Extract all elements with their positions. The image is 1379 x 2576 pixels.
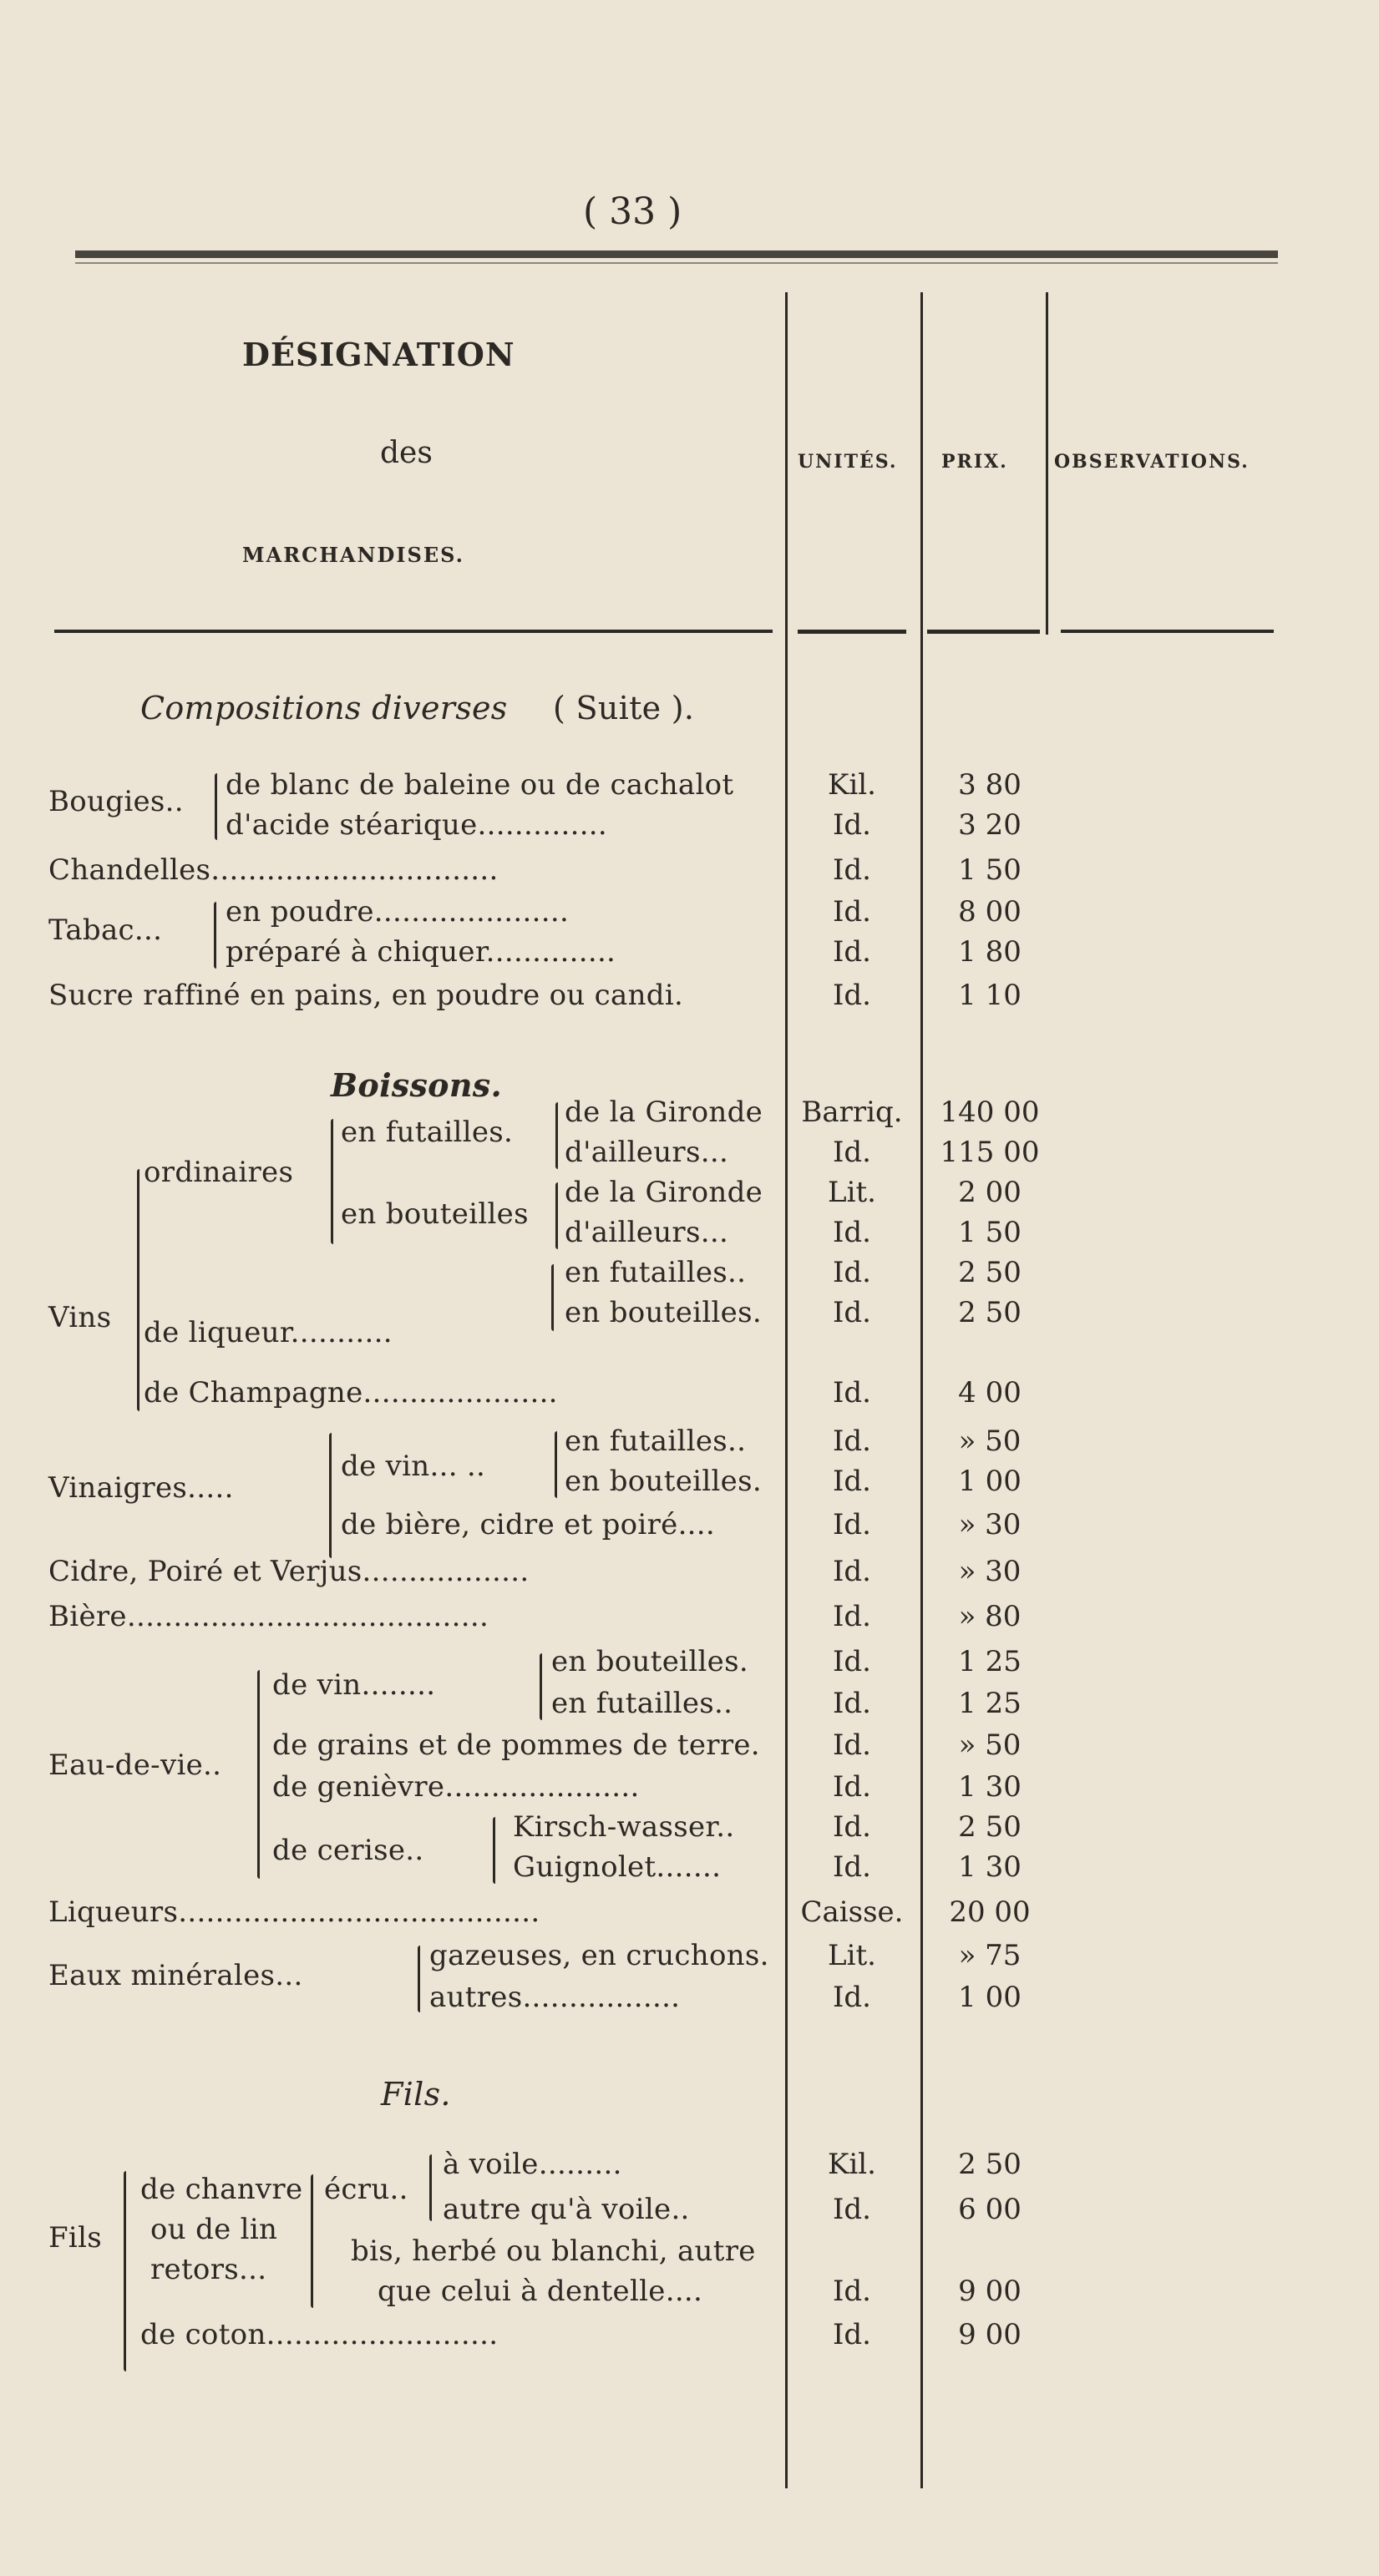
column-rule-3 bbox=[1046, 292, 1048, 635]
unit-cell: Kil. bbox=[828, 768, 876, 802]
header-rule-4 bbox=[1061, 630, 1274, 633]
unit-cell: Id. bbox=[832, 895, 871, 929]
brace-ecru bbox=[429, 2154, 432, 2221]
price-cell: » 30 bbox=[958, 1555, 1022, 1588]
price-cell: 2 50 bbox=[958, 1810, 1022, 1844]
price-cell: 20 00 bbox=[949, 1895, 1031, 1929]
label-vinaigres-de-vin: de vin... .. bbox=[341, 1450, 486, 1483]
label-bougies-b: d'acide stéarique.............. bbox=[226, 808, 608, 842]
price-cell: 140 00 bbox=[940, 1096, 1040, 1129]
price-cell: 1 00 bbox=[958, 1981, 1022, 2014]
label-eaux-minerales: Eaux minérales... bbox=[48, 1959, 303, 1992]
label-cidre: Cidre, Poiré et Verjus.................. bbox=[48, 1555, 530, 1588]
unit-cell: Id. bbox=[832, 2193, 871, 2226]
label-edv-cerise: de cerise.. bbox=[272, 1834, 424, 1867]
price-cell: 2 50 bbox=[958, 2148, 1022, 2181]
brace-vins bbox=[137, 1169, 139, 1411]
label-gironde-2: de la Gironde bbox=[565, 1176, 763, 1209]
brace-edv-vin bbox=[540, 1653, 542, 1720]
label-coton: de coton......................... bbox=[140, 2318, 499, 2351]
unit-cell: Id. bbox=[832, 1136, 871, 1169]
label-tabac: Tabac... bbox=[48, 913, 163, 947]
price-cell: 1 50 bbox=[958, 1216, 1022, 1249]
designation-heading: DÉSIGNATION bbox=[242, 336, 515, 373]
label-bis-1: bis, herbé ou blanchi, autre bbox=[351, 2234, 756, 2268]
price-cell: 9 00 bbox=[958, 2318, 1022, 2351]
label-chanvre-1: de chanvre bbox=[140, 2173, 303, 2206]
label-bougies: Bougies.. bbox=[48, 785, 184, 818]
label-chanvre-2: ou de lin bbox=[150, 2213, 278, 2246]
unit-cell: Id. bbox=[832, 1555, 871, 1588]
price-cell: » 50 bbox=[958, 1728, 1022, 1762]
top-rule-thin bbox=[75, 262, 1278, 264]
unit-cell: Id. bbox=[832, 1850, 871, 1884]
brace-ordinaires bbox=[331, 1119, 333, 1244]
price-cell: 3 80 bbox=[958, 768, 1022, 802]
unit-cell: Id. bbox=[832, 1981, 871, 2014]
label-sucre: Sucre raffiné en pains, en poudre ou candi. bbox=[48, 979, 684, 1012]
brace-eau-de-vie bbox=[257, 1670, 260, 1879]
unit-cell: Id. bbox=[832, 1465, 871, 1498]
brace-bouteilles bbox=[555, 1182, 558, 1249]
unit-cell: Id. bbox=[832, 2318, 871, 2351]
label-de-liqueur: de liqueur........... bbox=[144, 1316, 393, 1349]
price-cell: 2 50 bbox=[958, 1256, 1022, 1289]
section-compositions-suffix: ( Suite ). bbox=[553, 690, 695, 726]
label-eaux-autres: autres................. bbox=[429, 1981, 681, 2014]
unit-cell: Id. bbox=[832, 2275, 871, 2308]
price-cell: 6 00 bbox=[958, 2193, 1022, 2226]
label-tabac-b: préparé à chiquer.............. bbox=[226, 935, 616, 969]
label-a-voile: à voile......... bbox=[443, 2148, 622, 2181]
unit-cell: Id. bbox=[832, 1728, 871, 1762]
label-vinaigres-futailles: en futailles.. bbox=[565, 1425, 747, 1458]
price-cell: 1 80 bbox=[958, 935, 1022, 969]
price-cell: » 75 bbox=[958, 1939, 1022, 1972]
unit-cell: Id. bbox=[832, 1687, 871, 1720]
label-eau-de-vie: Eau-de-vie.. bbox=[48, 1749, 222, 1782]
label-biere: Bière....................................... bbox=[48, 1600, 489, 1633]
label-champagne: de Champagne..................... bbox=[144, 1376, 558, 1409]
unit-cell: Id. bbox=[832, 1770, 871, 1804]
price-cell: 1 30 bbox=[958, 1850, 1022, 1884]
units-heading: UNITÉS. bbox=[798, 451, 898, 473]
section-boissons: Boissons. bbox=[331, 1066, 502, 1104]
label-edv-genievre: de genièvre..................... bbox=[272, 1770, 640, 1804]
label-autre-voile: autre qu'à voile.. bbox=[443, 2193, 690, 2226]
top-rule bbox=[75, 251, 1278, 258]
price-cell: 1 10 bbox=[958, 979, 1022, 1012]
designation-heading-marchandises: MARCHANDISES. bbox=[242, 543, 464, 567]
label-eaux-gazeuses: gazeuses, en cruchons. bbox=[429, 1939, 769, 1972]
unit-cell: Id. bbox=[832, 1256, 871, 1289]
header-rule-2 bbox=[798, 630, 906, 634]
price-cell: 1 30 bbox=[958, 1770, 1022, 1804]
section-compositions: Compositions diverses bbox=[140, 690, 508, 726]
price-cell: 3 20 bbox=[958, 808, 1022, 842]
label-edv-bouteilles: en bouteilles. bbox=[551, 1645, 748, 1678]
label-ailleurs-1: d'ailleurs... bbox=[565, 1136, 729, 1169]
price-cell: 1 50 bbox=[958, 853, 1022, 887]
section-fils: Fils. bbox=[381, 2076, 451, 2113]
label-liqueurs: Liqueurs....................................... bbox=[48, 1895, 540, 1929]
page-number: ( 33 ) bbox=[583, 190, 682, 233]
label-ailleurs-2: d'ailleurs... bbox=[565, 1216, 729, 1249]
unit-cell: Id. bbox=[832, 1376, 871, 1409]
price-cell: » 80 bbox=[958, 1600, 1022, 1633]
header-rule-3 bbox=[927, 630, 1040, 634]
label-ordinaires: ordinaires bbox=[144, 1156, 294, 1189]
brace-liqueur bbox=[551, 1264, 554, 1331]
designation-heading-des: des bbox=[380, 436, 433, 470]
price-cell: » 30 bbox=[958, 1508, 1022, 1541]
brace-bougies bbox=[215, 773, 217, 840]
brace-fils bbox=[124, 2171, 126, 2371]
label-bis-2: que celui à dentelle.... bbox=[378, 2275, 703, 2308]
unit-cell: Id. bbox=[832, 979, 871, 1012]
unit-cell: Id. bbox=[832, 853, 871, 887]
unit-cell: Id. bbox=[832, 1425, 871, 1458]
price-heading: PRIX. bbox=[941, 451, 1008, 473]
label-bougies-a: de blanc de baleine ou de cachalot bbox=[226, 768, 734, 802]
unit-cell: Id. bbox=[832, 935, 871, 969]
brace-edv-cerise bbox=[493, 1817, 495, 1884]
label-chandelles: Chandelles............................... bbox=[48, 853, 499, 887]
brace-vinaigres bbox=[329, 1433, 332, 1558]
label-edv-grains: de grains et de pommes de terre. bbox=[272, 1728, 760, 1762]
label-vinaigres-bouteilles: en bouteilles. bbox=[565, 1465, 762, 1498]
brace-vinaigres-vin bbox=[555, 1431, 557, 1498]
price-cell: 9 00 bbox=[958, 2275, 1022, 2308]
label-liqueur-bouteilles: en bouteilles. bbox=[565, 1296, 762, 1329]
label-chanvre-3: retors... bbox=[150, 2253, 267, 2286]
price-cell: 1 25 bbox=[958, 1687, 1022, 1720]
unit-cell: Lit. bbox=[828, 1939, 876, 1972]
label-edv-futailles: en futailles.. bbox=[551, 1687, 733, 1720]
unit-cell: Caisse. bbox=[800, 1895, 904, 1929]
unit-cell: Id. bbox=[832, 808, 871, 842]
label-fils: Fils bbox=[48, 2221, 102, 2255]
unit-cell: Id. bbox=[832, 1296, 871, 1329]
label-gironde-1: de la Gironde bbox=[565, 1096, 763, 1129]
unit-cell: Kil. bbox=[828, 2148, 876, 2181]
price-cell: 115 00 bbox=[940, 1136, 1040, 1169]
label-en-bouteilles: en bouteilles bbox=[341, 1197, 529, 1231]
unit-cell: Id. bbox=[832, 1600, 871, 1633]
brace-tabac bbox=[214, 902, 216, 969]
unit-cell: Id. bbox=[832, 1216, 871, 1249]
unit-cell: Id. bbox=[832, 1645, 871, 1678]
unit-cell: Barriq. bbox=[801, 1096, 903, 1129]
label-vinaigres: Vinaigres..... bbox=[48, 1471, 234, 1505]
label-ecru: écru.. bbox=[324, 2173, 408, 2206]
unit-cell: Id. bbox=[832, 1810, 871, 1844]
label-en-futailles: en futailles. bbox=[341, 1116, 514, 1149]
price-cell: 4 00 bbox=[958, 1376, 1022, 1409]
label-liqueur-futailles: en futailles.. bbox=[565, 1256, 747, 1289]
label-guignolet: Guignolet....... bbox=[513, 1850, 722, 1884]
label-vins: Vins bbox=[48, 1301, 112, 1334]
label-vinaigres-biere: de bière, cidre et poiré.... bbox=[341, 1508, 716, 1541]
price-cell: 2 50 bbox=[958, 1296, 1022, 1329]
brace-futailles bbox=[555, 1102, 558, 1169]
brace-eaux-minerales bbox=[418, 1946, 420, 2012]
brace-chanvre bbox=[311, 2174, 313, 2308]
unit-cell: Id. bbox=[832, 1508, 871, 1541]
price-cell: 1 00 bbox=[958, 1465, 1022, 1498]
label-edv-de-vin: de vin........ bbox=[272, 1668, 436, 1702]
unit-cell: Lit. bbox=[828, 1176, 876, 1209]
header-rule-1 bbox=[54, 630, 773, 633]
price-cell: 1 25 bbox=[958, 1645, 1022, 1678]
label-tabac-a: en poudre..................... bbox=[226, 895, 570, 929]
price-cell: 2 00 bbox=[958, 1176, 1022, 1209]
price-cell: » 50 bbox=[958, 1425, 1022, 1458]
observations-heading: OBSERVATIONS. bbox=[1054, 451, 1250, 473]
price-cell: 8 00 bbox=[958, 895, 1022, 929]
label-kirsch: Kirsch-wasser.. bbox=[513, 1810, 735, 1844]
